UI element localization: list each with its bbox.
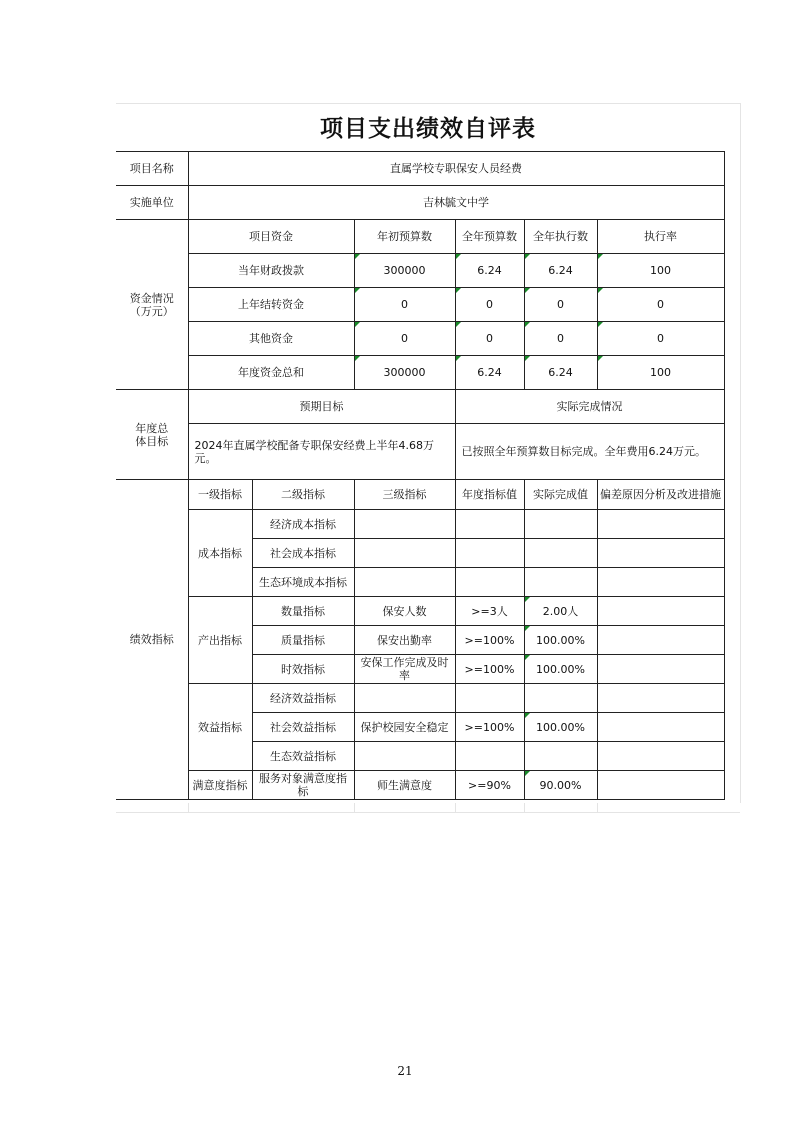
funds-row-initial: 0 [354,322,455,356]
funds-header-annual: 全年预算数 [455,220,524,254]
output-l3: 保安出勤率 [354,626,455,655]
row-project-name [116,152,724,186]
performance-header-1: 二级指标 [252,480,354,510]
output-deviation [597,597,724,626]
output-l2: 数量指标 [252,597,354,626]
sheet-gridline-right [740,103,741,803]
output-l1-label: 产出指标 [188,597,252,684]
form-title: 项目支出绩效自评表 [320,116,536,142]
output-l2: 时效指标 [252,655,354,684]
row-benefit-0 [116,684,724,713]
implementing-unit-label: 实施单位 [116,186,188,220]
benefit-target [455,684,524,713]
output-deviation [597,655,724,684]
goals-section-label-text: 年度总体目标 [135,421,169,448]
sheet-gridline-col [188,803,189,813]
performance-header-3: 年度指标值 [455,480,524,510]
row-cost-0 [116,510,724,539]
cost-target [455,510,524,539]
row-performance-header [116,480,724,510]
output-l2: 质量指标 [252,626,354,655]
performance-form [116,151,725,800]
cost-l2: 社会成本指标 [252,539,354,568]
output-actual: 100.00% [524,626,597,655]
row-output-0 [116,597,724,626]
row-goals-header [116,390,724,424]
cost-actual [524,510,597,539]
cost-deviation [597,568,724,597]
benefit-deviation [597,742,724,771]
page-number: 21 [397,1064,413,1078]
output-l3: 安保工作完成及时率 [354,655,455,684]
output-target: >=3人 [455,597,524,626]
performance-section-label: 绩效指标 [116,480,188,800]
funds-row-name: 上年结转资金 [188,288,354,322]
goals-expected-header: 预期目标 [188,390,455,424]
cost-actual [524,568,597,597]
sheet-gridline-col [597,803,598,813]
satisfaction-l2: 服务对象满意度指标 [252,771,354,800]
sheet-gridline-col [354,803,355,813]
row-implementing-unit [116,186,724,220]
cost-l3 [354,568,455,597]
funds-row-executed: 0 [524,322,597,356]
satisfaction-deviation [597,771,724,800]
benefit-deviation [597,684,724,713]
row-funds-0 [116,254,724,288]
goals-actual-text: 已按照全年预算数目标完成。全年费用6.24万元。 [455,424,724,480]
performance-header-5: 偏差原因分析及改进措施 [597,480,724,510]
output-deviation [597,626,724,655]
satisfaction-target: >=90% [455,771,524,800]
output-actual: 2.00人 [524,597,597,626]
benefit-l3 [354,684,455,713]
benefit-actual: 100.00% [524,713,597,742]
performance-header-2: 三级指标 [354,480,455,510]
goals-section-label [116,390,188,480]
funds-row-executed: 6.24 [524,254,597,288]
performance-header-0: 一级指标 [188,480,252,510]
satisfaction-l1-label: 满意度指标 [188,771,252,800]
sheet-gridline-col [455,803,456,813]
row-funds-1 [116,288,724,322]
funds-section-label [116,220,188,390]
funds-row-rate: 0 [597,288,724,322]
funds-header-executed: 全年执行数 [524,220,597,254]
satisfaction-l3: 师生满意度 [354,771,455,800]
funds-row-rate: 100 [597,254,724,288]
funds-header-initial: 年初预算数 [354,220,455,254]
funds-row-annual: 0 [455,322,524,356]
project-name-label: 项目名称 [116,152,188,186]
funds-row-name: 当年财政拨款 [188,254,354,288]
funds-section-label-text: 资金情况（万元） [129,291,174,318]
benefit-l3 [354,742,455,771]
output-l3: 保安人数 [354,597,455,626]
funds-row-annual: 6.24 [455,356,524,390]
funds-row-annual: 6.24 [455,254,524,288]
benefit-actual [524,684,597,713]
cost-l2: 生态环境成本指标 [252,568,354,597]
cost-l3 [354,510,455,539]
cost-deviation [597,510,724,539]
benefit-actual [524,742,597,771]
benefit-l2: 社会效益指标 [252,713,354,742]
funds-row-name: 年度资金总和 [188,356,354,390]
funds-row-name: 其他资金 [188,322,354,356]
funds-row-initial: 0 [354,288,455,322]
row-funds-header [116,220,724,254]
funds-row-annual: 0 [455,288,524,322]
cost-target [455,568,524,597]
goals-expected-text: 2024年直属学校配备专职保安经费上半年4.68万元。 [188,424,455,480]
benefit-l3: 保护校园安全稳定 [354,713,455,742]
funds-header-rate: 执行率 [597,220,724,254]
project-name-value: 直属学校专职保安人员经费 [188,152,724,186]
funds-row-executed: 6.24 [524,356,597,390]
row-satisfaction [116,771,724,800]
performance-header-4: 实际完成值 [524,480,597,510]
funds-row-rate: 0 [597,322,724,356]
benefit-target: >=100% [455,713,524,742]
output-target: >=100% [455,626,524,655]
funds-row-rate: 100 [597,356,724,390]
row-funds-2 [116,322,724,356]
implementing-unit-value: 吉林毓文中学 [188,186,724,220]
benefit-l2: 生态效益指标 [252,742,354,771]
benefit-l1-label: 效益指标 [188,684,252,771]
benefit-deviation [597,713,724,742]
output-actual: 100.00% [524,655,597,684]
sheet-gridline-bottom [116,812,740,813]
cost-target [455,539,524,568]
goals-actual-header: 实际完成情况 [455,390,724,424]
cost-l3 [354,539,455,568]
funds-header-item: 项目资金 [188,220,354,254]
cost-actual [524,539,597,568]
funds-row-executed: 0 [524,288,597,322]
row-goals-content [116,424,724,480]
benefit-target [455,742,524,771]
cost-l2: 经济成本指标 [252,510,354,539]
satisfaction-actual: 90.00% [524,771,597,800]
cost-l1-label: 成本指标 [188,510,252,597]
benefit-l2: 经济效益指标 [252,684,354,713]
sheet-gridline-col [524,803,525,813]
funds-row-initial: 300000 [354,356,455,390]
cost-deviation [597,539,724,568]
row-funds-3 [116,356,724,390]
output-target: >=100% [455,655,524,684]
funds-row-initial: 300000 [354,254,455,288]
